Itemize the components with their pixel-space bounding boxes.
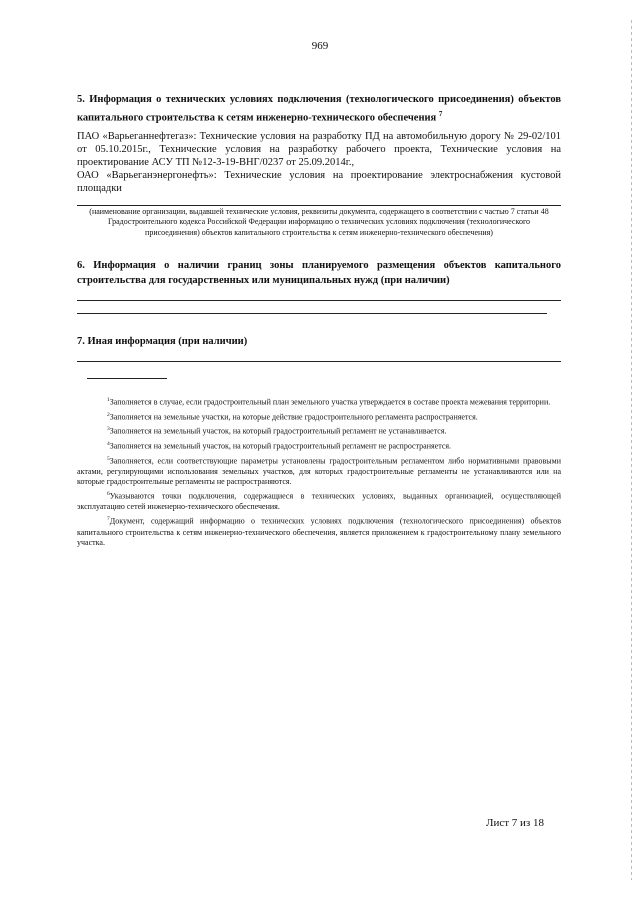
footnote-item xyxy=(77,489,561,513)
footnote-number: 5 xyxy=(107,455,110,462)
footnote-ref-7: 7 xyxy=(438,110,443,118)
sheet-number: Лист 7 из 18 xyxy=(486,817,545,829)
section-7 xyxy=(77,334,561,362)
footnote-separator xyxy=(87,378,167,379)
footnote-number: 6 xyxy=(107,491,110,498)
blank-line xyxy=(77,301,547,314)
scan-edge-shadow xyxy=(631,20,632,880)
footnote-text: Заполняется в случае, если градостроительный план земельного участка утверждается в составе проекта межевания территории. xyxy=(109,397,551,407)
footnotes xyxy=(77,395,561,549)
blank-line xyxy=(77,288,561,301)
divider-line xyxy=(77,205,561,206)
footnote-text: Заполняется на земельный участок, на который градостроительный регламент не устанавливается. xyxy=(109,426,447,436)
footnote-text: Заполняется, если соответствующие параметры установлены градостроительным регламентом либо нормативными правовыми актами, регулирующими использования земельных участков, для которых градостроительные регламенты не устанавливаются или на которые градостроительные регламенты не распространяются. xyxy=(77,456,561,487)
footnote-number: 4 xyxy=(107,440,110,447)
blank-line xyxy=(77,349,561,362)
footnote-number: 3 xyxy=(107,426,110,433)
footnote-item xyxy=(77,514,561,548)
section-5-caption: (наименование организации, выдавшей технические условия, реквизиты документа, содержащего в соответствии с частью 7 статьи 48 Градостроительного кодекса Российской Федерации информацию о технических условиях подключения (технологического присоединения) объектов капитального строительства к сетям инженерно-технического обеспечения) xyxy=(89,206,549,237)
footnote-number: 1 xyxy=(107,397,110,403)
footnote-number: 2 xyxy=(107,411,110,418)
footnote-item xyxy=(77,410,561,423)
technical-conditions-ven: ОАО «Варьеганэнергонефть»: Технические условия на проектирование электроснабжения кустовой площадки xyxy=(77,169,561,194)
footnote-number: 7 xyxy=(107,516,110,523)
page-number: 969 xyxy=(311,40,329,52)
section-6 xyxy=(77,258,561,314)
footnote-item xyxy=(77,395,561,408)
footnote-item xyxy=(77,424,561,437)
footnote-item xyxy=(77,454,561,488)
footnote-text: Документ, содержащий информацию о технических условиях подключения (технологического присоединения) объектов капитального строительства к сетям инженерно-технического обеспечения, является приложением к градостроительному плану земельного участка. xyxy=(77,517,561,548)
section-5-heading-text: 5. Информация о технических условиях подключения (технологического присоединения) объектов капитального строительства к сетям инженерно-технического обеспечения xyxy=(77,94,561,124)
footnote-text: Заполняется на земельные участки, на которые действие градостроительного регламента распространяется. xyxy=(109,412,478,422)
footnote-item xyxy=(77,439,561,452)
section-5 xyxy=(77,92,561,238)
section-7-heading: 7. Иная информация (при наличии) xyxy=(77,336,248,347)
document-body xyxy=(77,92,561,550)
technical-conditions-vng: ПАО «Варьеганнефтегаз»: Технические условия на разработку ПД на автомобильную дорогу № 29-02/101 от 05.10.2015г., Технические условия на разработку рабочего проекта, Технические условия на проектирование АСУ ТП №12-3-19-ВНГ/0237 от 25.09.2014г., xyxy=(77,130,561,168)
section-5-heading xyxy=(77,92,561,126)
footnote-text: Указываются точки подключения, содержащиеся в технических условиях, выданных организацией, осуществляющей эксплуатацию сетей инженерно-технического обеспечения. xyxy=(77,491,561,512)
footnote-text: Заполняется на земельный участок, на который градостроительный регламент не распространяется. xyxy=(109,441,452,451)
section-6-heading: 6. Информация о наличии границ зоны планируемого размещения объектов капитального строительства для государственных или муниципальных нужд (при наличии) xyxy=(77,260,561,286)
